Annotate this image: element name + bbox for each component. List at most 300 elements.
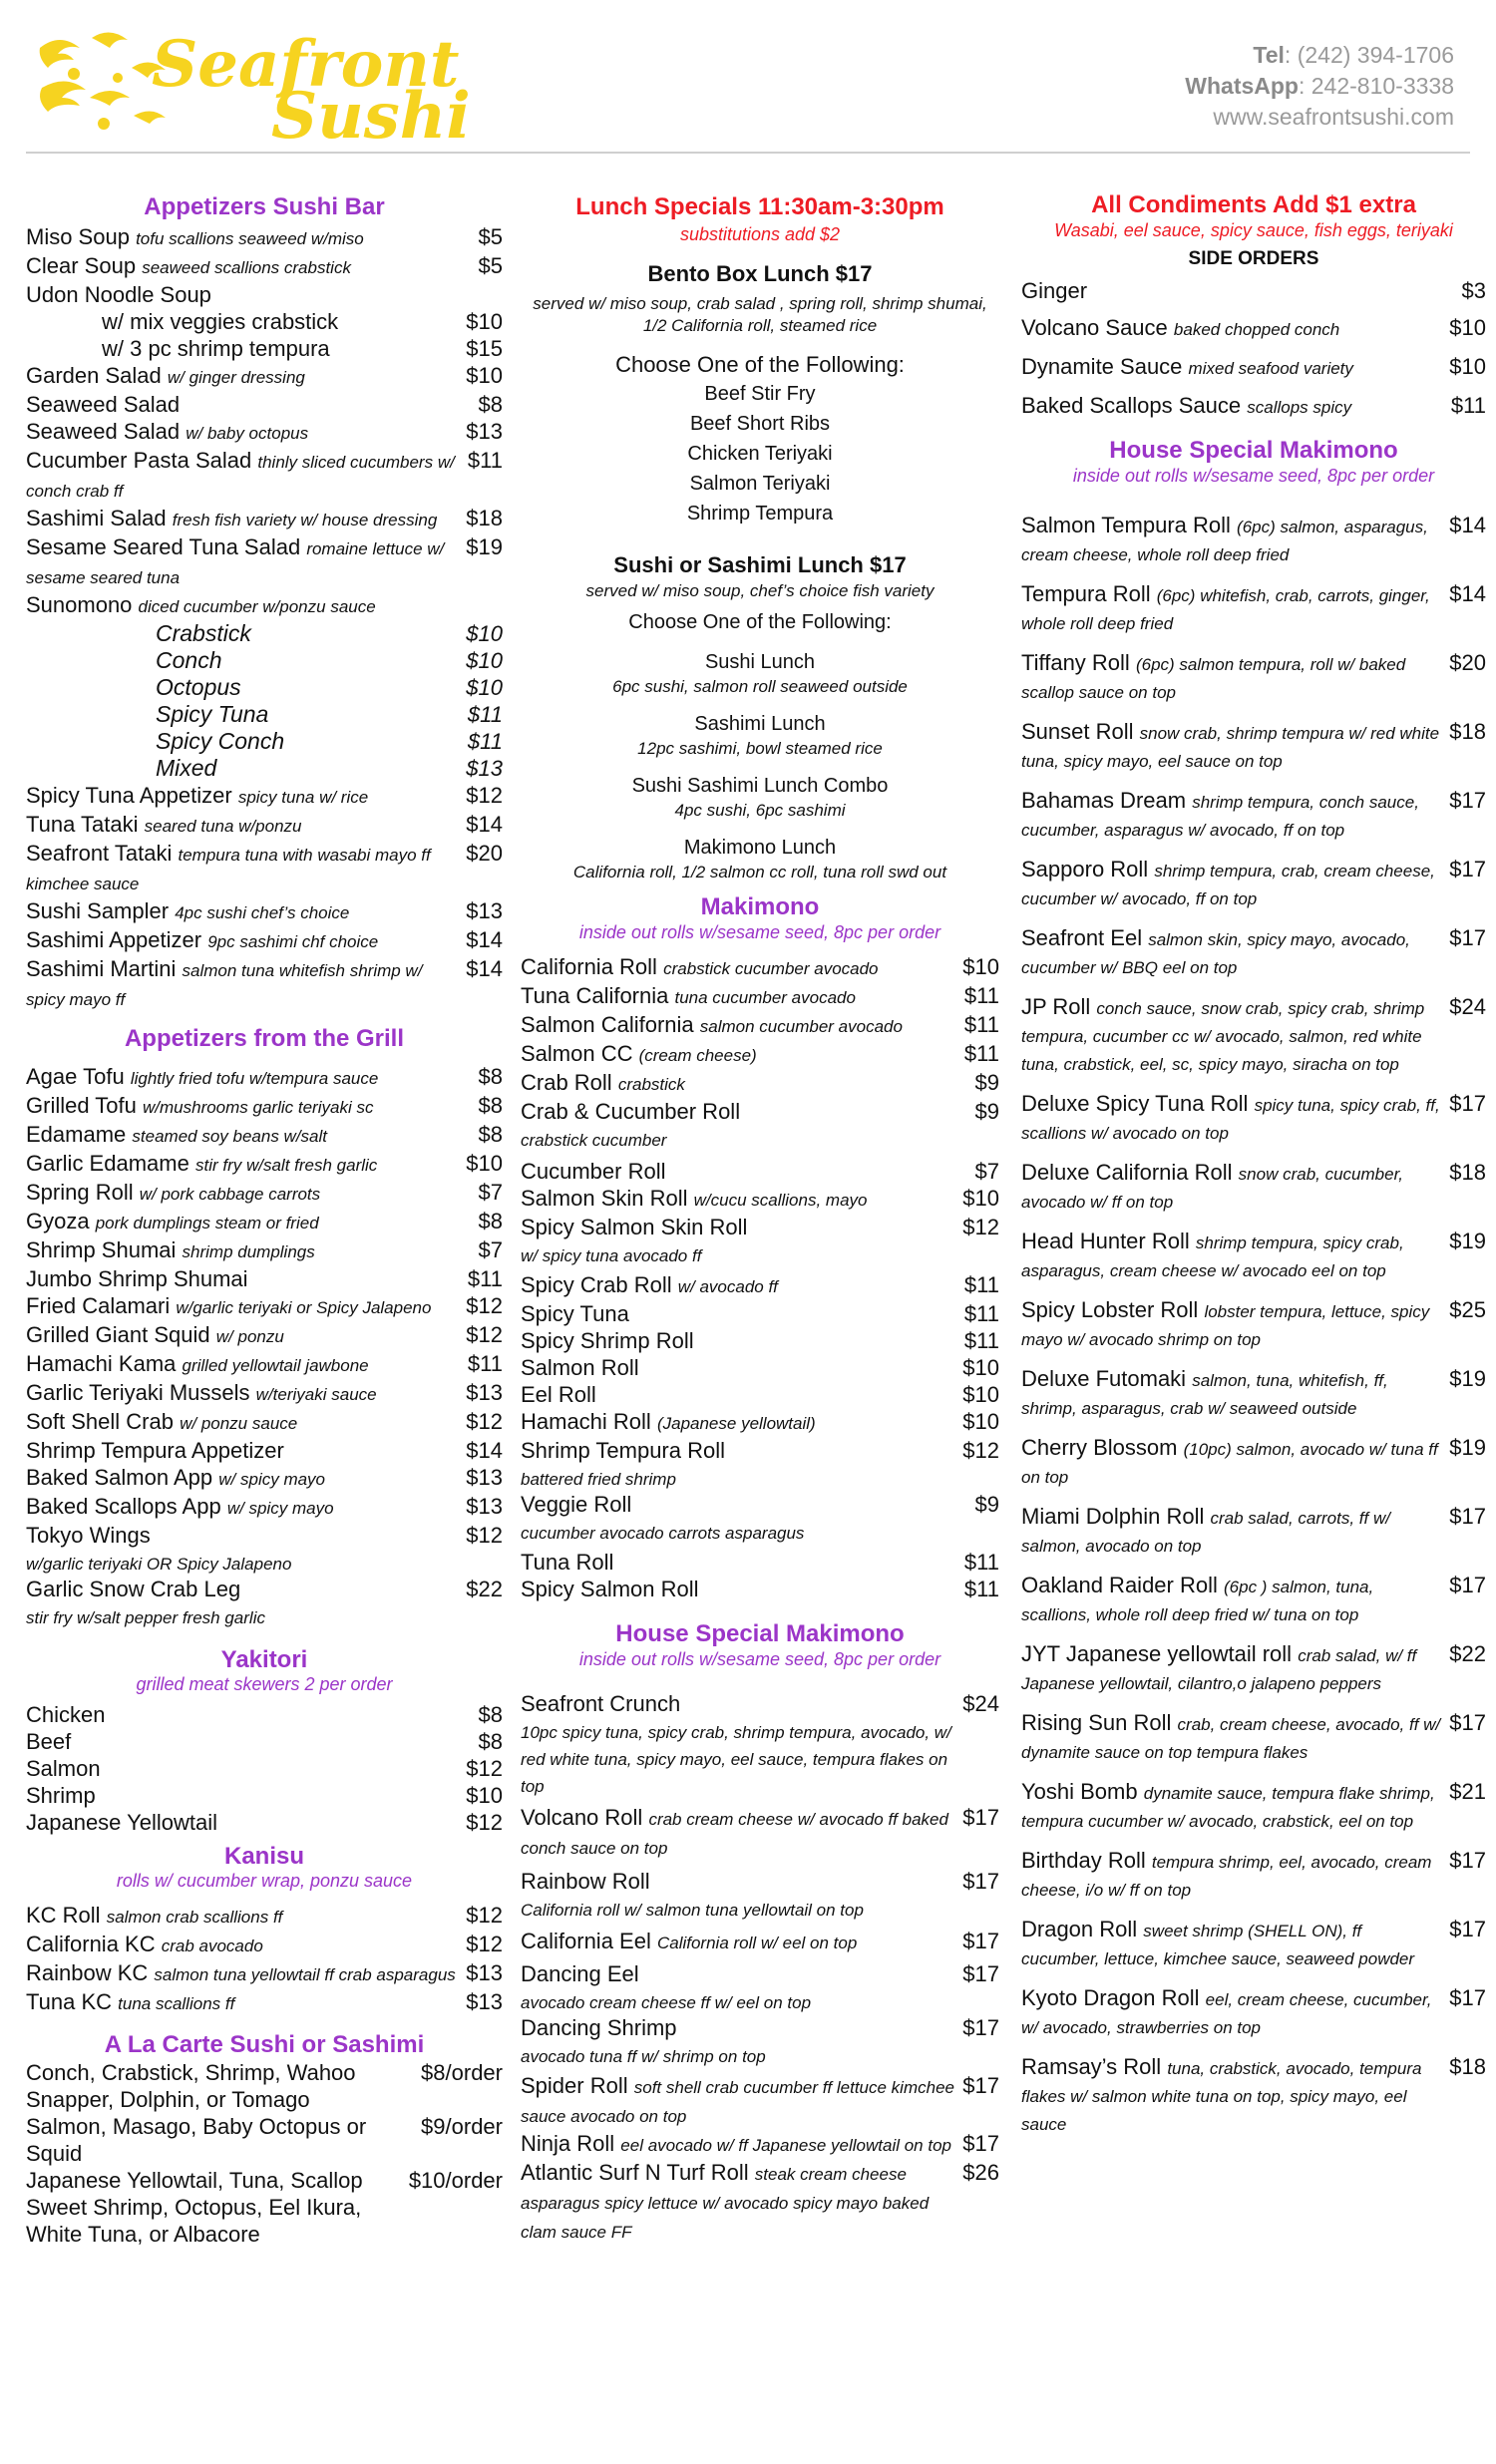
item-name: Seafront Tataki	[26, 841, 173, 866]
item-description: salmon tuna yellowtail ff crab asparagus	[154, 1965, 456, 1984]
menu-item[interactable]	[26, 2059, 503, 2113]
item-name: Hamachi Kama	[26, 1351, 177, 1376]
lunch-option-desc: 6pc sushi, salmon roll seaweed outside	[612, 677, 908, 696]
menu-item[interactable]	[26, 1179, 503, 1208]
item-name: Baked Scallops Sauce	[1021, 393, 1242, 418]
menu-item[interactable]	[1021, 353, 1486, 382]
item-name: Tempura Roll	[1021, 581, 1151, 606]
bento-option[interactable]: Salmon Teriyaki	[689, 473, 831, 495]
item-name-block	[1021, 925, 1449, 981]
menu-item[interactable]	[26, 897, 503, 926]
item-price: $12	[466, 1322, 503, 1347]
item-name-block	[26, 1321, 466, 1350]
item-name-block	[26, 1379, 466, 1408]
menu-item[interactable]	[26, 1321, 503, 1350]
item-name-block	[521, 2072, 962, 2130]
menu-item[interactable]	[1021, 1985, 1486, 2041]
item-name-block	[26, 1292, 466, 1321]
bento-option[interactable]: Beef Short Ribs	[689, 413, 831, 435]
menu-item[interactable]	[1021, 1504, 1486, 1560]
item-description: shrimp dumplings	[182, 1242, 315, 1261]
item-name-block	[521, 1437, 962, 1491]
menu-item[interactable]	[521, 1040, 999, 1069]
menu-item[interactable]	[1021, 788, 1486, 844]
menu-item[interactable]	[26, 1755, 503, 1782]
item-name-block	[521, 1408, 962, 1437]
item-price: $11	[467, 1351, 503, 1376]
item-price: $8	[478, 1093, 503, 1118]
item-description: tuna cucumber avocado	[674, 988, 856, 1007]
menu-item[interactable]	[26, 2167, 503, 2248]
item-price: $17	[1449, 788, 1486, 813]
item-name-block	[1021, 1160, 1449, 1216]
section-subtitle: inside out rolls w/sesame seed, 8pc per order	[1072, 466, 1435, 486]
item-description: w/garlic teriyaki OR Spicy Jalapeno	[26, 1555, 292, 1574]
bento-option[interactable]: Chicken Teriyaki	[687, 443, 833, 465]
item-name: Birthday Roll	[1021, 1848, 1146, 1873]
item-price: $11	[467, 729, 503, 754]
item-name-block	[102, 335, 466, 362]
menu-item[interactable]	[521, 2072, 999, 2130]
item-price: $13	[466, 756, 503, 781]
item-name-block	[1021, 1229, 1449, 1284]
menu-item[interactable]	[1021, 857, 1486, 912]
item-description: shrimp tempura, spicy crab, asparagus, cream cheese w/ avocado eel on top	[1021, 1233, 1404, 1280]
item-price: $25	[1449, 1297, 1486, 1322]
lunch-option[interactable]	[521, 648, 999, 698]
item-price: $17	[962, 2073, 999, 2098]
menu-item[interactable]	[26, 281, 503, 308]
item-name-block	[1021, 1573, 1449, 1628]
menu-item[interactable]	[26, 1959, 503, 1988]
item-name-block	[26, 1902, 466, 1931]
menu-item[interactable]	[26, 1809, 503, 1836]
item-description: eel avocado w/ ff Japanese yellowtail on top	[620, 2136, 951, 2155]
item-price: $17	[1449, 1504, 1486, 1529]
menu-item[interactable]	[1021, 314, 1486, 343]
bento-options	[521, 379, 999, 528]
item-name-block	[156, 728, 468, 755]
menu-item[interactable]	[156, 701, 503, 728]
item-name: Salmon Skin Roll	[521, 1186, 688, 1211]
item-name: KC Roll	[26, 1903, 101, 1928]
item-name-block	[521, 1960, 962, 2014]
menu-item[interactable]	[26, 1092, 503, 1121]
item-name-block	[521, 1804, 962, 1862]
item-description: lightly fried tofu w/tempura sauce	[130, 1069, 379, 1088]
lunch-option-desc: 12pc sashimi, bowl steamed rice	[637, 739, 883, 758]
item-name: Japanese Yellowtail	[26, 1810, 218, 1835]
item-name: Edamame	[26, 1122, 127, 1147]
item-name-block	[26, 1522, 466, 1576]
item-name: Rising Sun Roll	[1021, 1710, 1172, 1735]
item-name-block	[1021, 1985, 1449, 2041]
menu-item[interactable]	[521, 1381, 999, 1408]
menu-item[interactable]	[1021, 1091, 1486, 1147]
item-description: (cream cheese)	[638, 1046, 757, 1065]
item-description: (6pc) salmon, asparagus, cream cheese, whole roll deep fried	[1021, 518, 1428, 564]
menu-item[interactable]	[26, 1350, 503, 1379]
item-name-block	[26, 897, 466, 926]
menu-item[interactable]	[521, 1271, 999, 1300]
item-description: crab salad, carrots, ff w/ salmon, avocado on top	[1021, 1509, 1390, 1556]
item-name: Salmon, Masago, Baby Octopus or Squid	[26, 2114, 367, 2166]
item-name-block	[521, 1040, 964, 1069]
sushi-lunch-options	[521, 648, 999, 883]
item-price: $17	[962, 1961, 999, 1986]
item-name-block	[521, 2014, 962, 2068]
menu-item[interactable]	[1021, 1297, 1486, 1353]
menu-item[interactable]	[1021, 2054, 1486, 2138]
item-name: Spring Roll	[26, 1180, 134, 1205]
item-name: Sashimi Martini	[26, 956, 177, 981]
menu-item[interactable]	[26, 1292, 503, 1321]
menu-item[interactable]	[521, 1804, 999, 1862]
menu-item[interactable]	[26, 447, 503, 505]
item-name-block	[26, 2059, 421, 2113]
item-name: Rainbow KC	[26, 1960, 149, 1985]
menu-item[interactable]	[1021, 392, 1486, 421]
item-price: $19	[1449, 1366, 1486, 1391]
item-name-block	[1021, 1710, 1449, 1766]
item-price: $11	[963, 1041, 999, 1066]
menu-item[interactable]	[156, 728, 503, 755]
lunch-option[interactable]	[521, 834, 999, 883]
item-description: (10pc) salmon, avocado w/ tuna ff on top	[1021, 1440, 1438, 1487]
item-description: steamed soy beans w/salt	[132, 1127, 328, 1146]
menu-item[interactable]	[26, 362, 503, 391]
menu-item[interactable]	[26, 1493, 503, 1522]
item-name: Spicy Salmon Skin Roll	[521, 1215, 748, 1239]
menu-item[interactable]	[26, 1701, 503, 1728]
lunch-option-desc: 4pc sushi, 6pc sashimi	[674, 801, 846, 820]
item-price: $17	[1449, 1710, 1486, 1735]
menu-item[interactable]	[1021, 1779, 1486, 1835]
menu-item[interactable]	[521, 1437, 999, 1491]
item-name: Seaweed Salad	[26, 419, 181, 444]
menu-item[interactable]	[26, 1576, 503, 1629]
item-name-block	[26, 926, 466, 955]
menu-item[interactable]	[26, 1408, 503, 1437]
item-price: $11	[467, 702, 503, 727]
menu-item[interactable]	[521, 1214, 999, 1267]
item-name-block	[26, 1408, 466, 1437]
item-price: $24	[962, 1691, 999, 1716]
item-name-block	[26, 252, 479, 281]
menu-item[interactable]	[26, 1931, 503, 1959]
section-subtitle: grilled meat skewers 2 per order	[136, 1674, 393, 1694]
item-price: $12	[962, 1438, 999, 1463]
item-name-block	[1021, 1297, 1449, 1353]
item-description: shrimp tempura, crab, cream cheese, cucumber w/ avocado, ff on top	[1021, 862, 1435, 908]
menu-item[interactable]	[102, 308, 503, 335]
menu-item[interactable]	[1021, 1917, 1486, 1972]
menu-item[interactable]	[521, 1549, 999, 1576]
item-description: conch sauce, snow crab, spicy crab, shrimp tempura, cucumber cc w/ avocado, salmon, red white tuna, crabstick, eel, sc, spicy mayo, siracha on top	[1021, 999, 1425, 1074]
menu-item[interactable]	[1021, 1229, 1486, 1284]
menu-item[interactable]	[26, 252, 503, 281]
item-price: $17	[962, 1805, 999, 1830]
item-description: lobster tempura, lettuce, spicy mayo w/ avocado shrimp on top	[1021, 1302, 1430, 1349]
item-name: Head Hunter Roll	[1021, 1229, 1190, 1253]
item-name: JP Roll	[1021, 994, 1091, 1019]
item-name: Deluxe Futomaki	[1021, 1366, 1187, 1391]
menu-item[interactable]	[26, 223, 503, 252]
menu-item[interactable]	[521, 1158, 999, 1185]
item-description: salmon crab scallions ff	[106, 1908, 283, 1927]
menu-item[interactable]	[521, 1928, 999, 1956]
menu-item[interactable]	[26, 1902, 503, 1931]
menu-item[interactable]	[1021, 1160, 1486, 1216]
choose-one: Choose One of the Following:	[628, 611, 892, 633]
menu-item[interactable]	[1021, 925, 1486, 981]
menu-item[interactable]	[521, 2014, 999, 2068]
item-description: w/ ponzu sauce	[180, 1414, 298, 1433]
item-name: Garlic Snow Crab Leg	[26, 1577, 241, 1601]
menu-item[interactable]	[1021, 650, 1486, 706]
item-name: Spicy Salmon Roll	[521, 1577, 699, 1601]
item-name-block	[1021, 650, 1449, 706]
menu-item[interactable]	[1021, 994, 1486, 1078]
menu-item[interactable]	[26, 926, 503, 955]
item-price: $17	[1449, 1985, 1486, 2010]
item-name: Mixed	[156, 755, 217, 781]
menu-item[interactable]	[26, 1437, 503, 1464]
item-name: Yoshi Bomb	[1021, 1779, 1138, 1804]
item-price: $12	[466, 1810, 503, 1835]
item-price: $13	[466, 898, 503, 923]
item-description: crabstick cucumber avocado	[663, 959, 879, 978]
item-description: cucumber avocado carrots asparagus	[521, 1524, 805, 1543]
item-name: Ginger	[1021, 278, 1088, 303]
item-name-block	[26, 281, 503, 308]
menu-item[interactable]	[521, 982, 999, 1011]
sushi-lunch-desc: served w/ miso soup, chef’s choice fish variety	[585, 581, 935, 600]
item-name: Spicy Shrimp Roll	[521, 1328, 694, 1353]
menu-item[interactable]	[1021, 719, 1486, 775]
item-name: Deluxe Spicy Tuna Roll	[1021, 1091, 1249, 1116]
item-description: California roll w/ eel on top	[656, 1934, 858, 1952]
item-description: seared tuna w/ponzu	[144, 817, 302, 836]
item-price: $14	[466, 927, 503, 952]
menu-item[interactable]	[521, 1069, 999, 1098]
item-price: $12	[466, 1523, 503, 1548]
menu-item[interactable]	[26, 811, 503, 840]
item-price: $10	[466, 648, 503, 673]
item-description: avocado cream cheese ff w/ eel on top	[521, 1993, 812, 2012]
menu-item[interactable]	[1021, 1848, 1486, 1904]
side-orders-title: SIDE ORDERS	[1188, 248, 1319, 269]
menu-item[interactable]	[521, 1098, 999, 1152]
item-price: $10	[1449, 315, 1486, 340]
whatsapp-number[interactable]: 242-810-3338	[1310, 73, 1454, 99]
bento-option[interactable]: Shrimp Tempura	[686, 503, 834, 525]
item-description: tuna, crabstick, avocado, tempura flakes w/ salmon white tuna on top, spicy mayo, eel sauce	[1021, 2059, 1422, 2134]
lunch-subtitle: substitutions add $2	[679, 224, 841, 244]
item-name-block	[26, 1809, 466, 1836]
item-price: $11	[963, 1272, 999, 1297]
menu-item[interactable]	[521, 1576, 999, 1602]
menu-item[interactable]	[521, 1408, 999, 1437]
menu-item[interactable]	[102, 335, 503, 362]
menu-item[interactable]	[1021, 1435, 1486, 1491]
menu-item[interactable]	[26, 840, 503, 897]
menu-item[interactable]	[521, 1868, 999, 1922]
lunch-option[interactable]	[521, 772, 999, 822]
item-name-block	[521, 1069, 975, 1098]
menu-item[interactable]	[521, 1960, 999, 2014]
item-name: Dancing Shrimp	[521, 2015, 677, 2040]
menu-item[interactable]	[26, 591, 503, 620]
item-description: crabstick cucumber	[521, 1131, 667, 1150]
item-description: snow crab, shrimp tempura w/ red white tuna, spicy mayo, eel sauce on top	[1021, 724, 1440, 771]
item-name-block	[521, 1098, 975, 1152]
item-name: Spicy Lobster Roll	[1021, 1297, 1199, 1322]
menu-item[interactable]	[26, 955, 503, 1013]
item-name: Shrimp Shumai	[26, 1237, 177, 1262]
menu-item[interactable]	[156, 674, 503, 701]
item-description: salmon, tuna, whitefish, ff, shrimp, asparagus, crab w/ seaweed outside	[1021, 1371, 1388, 1418]
menu-item[interactable]	[26, 391, 503, 418]
item-name-block	[26, 1493, 466, 1522]
menu-item[interactable]	[1021, 1573, 1486, 1628]
menu-item[interactable]	[1021, 277, 1486, 304]
menu-item[interactable]	[26, 533, 503, 591]
menu-item[interactable]	[521, 1690, 999, 1798]
menu-item[interactable]	[521, 2159, 999, 2246]
item-name: Tiffany Roll	[1021, 650, 1130, 675]
section-title: House Special Makimono	[1109, 437, 1398, 464]
menu-item[interactable]	[26, 1150, 503, 1179]
section-title: Appetizers Sushi Bar	[144, 193, 385, 220]
item-name-block	[26, 1437, 466, 1464]
menu-item[interactable]	[156, 647, 503, 674]
item-price: $19	[466, 534, 503, 559]
item-name-block	[156, 701, 468, 728]
menu-item[interactable]	[156, 620, 503, 647]
menu-item[interactable]	[521, 2130, 999, 2159]
menu-item[interactable]	[521, 953, 999, 982]
item-name-block	[26, 2167, 409, 2248]
item-name-block	[1021, 719, 1449, 775]
lunch-title: Lunch Specials 11:30am-3:30pm	[575, 193, 944, 220]
header-divider	[26, 152, 1470, 154]
tel-number[interactable]: (242) 394-1706	[1297, 42, 1454, 68]
item-name: Salmon California	[521, 1012, 694, 1037]
menu-item[interactable]	[26, 1063, 503, 1092]
item-name: Grilled Tofu	[26, 1093, 137, 1118]
item-price: $12	[466, 1293, 503, 1318]
menu-item[interactable]	[26, 1782, 503, 1809]
item-name-block	[521, 953, 962, 982]
contact-info: Tel: (242) 394-1706 WhatsApp: 242-810-3338 www.seafrontsushi.com	[1185, 40, 1454, 133]
website-link[interactable]: www.seafrontsushi.com	[1213, 104, 1454, 130]
item-price: $11	[1450, 393, 1486, 418]
whatsapp-label: WhatsApp	[1185, 73, 1299, 99]
menu-item[interactable]	[26, 1728, 503, 1755]
item-description: crab, cream cheese, avocado, ff w/ dynamite sauce on top tempura flakes	[1021, 1715, 1441, 1762]
item-name: Dancing Eel	[521, 1961, 639, 1986]
item-name: Conch, Crabstick, Shrimp, Wahoo Snapper, Dolphin, or Tomago	[26, 2060, 356, 2112]
menu-item[interactable]	[26, 1208, 503, 1236]
item-price: $15	[466, 336, 503, 361]
menu-item[interactable]	[521, 1354, 999, 1381]
menu-item[interactable]	[1021, 513, 1486, 568]
item-description: 4pc sushi chef’s choice	[175, 903, 350, 922]
menu-item[interactable]	[26, 1988, 503, 2017]
menu-item[interactable]	[1021, 1641, 1486, 1697]
item-name-block	[26, 1092, 479, 1121]
lunch-option-name: Sushi Lunch	[704, 651, 816, 673]
bento-option[interactable]: Beef Stir Fry	[704, 383, 816, 405]
item-price: $17	[1449, 1573, 1486, 1597]
item-price: $11	[963, 1577, 999, 1601]
item-price: $17	[962, 2015, 999, 2040]
item-name-block	[521, 1185, 962, 1214]
item-price: $10	[466, 675, 503, 700]
item-name: Cucumber Roll	[521, 1159, 666, 1184]
menu-item[interactable]	[521, 1300, 999, 1327]
wave-ornament-icon	[40, 32, 166, 130]
item-name: Tuna California	[521, 983, 669, 1008]
item-description: seaweed scallions crabstick	[142, 258, 351, 277]
item-name: Cherry Blossom	[1021, 1435, 1178, 1460]
item-price: $12	[466, 1756, 503, 1781]
menu-item[interactable]	[156, 755, 503, 782]
section-title: Makimono	[700, 893, 820, 920]
item-description: 9pc sashimi chf choice	[207, 932, 379, 951]
menu-item[interactable]	[26, 1522, 503, 1576]
menu-item[interactable]	[26, 2113, 503, 2167]
menu-item[interactable]	[26, 1236, 503, 1265]
item-name-block	[1021, 1848, 1449, 1904]
lunch-option[interactable]	[521, 710, 999, 760]
item-price: $11	[467, 448, 503, 473]
item-name: Sapporo Roll	[1021, 857, 1149, 881]
item-description: crab salad, w/ ff Japanese yellowtail, cilantro,o jalapeno peppers	[1021, 1646, 1417, 1693]
menu-item[interactable]	[1021, 1710, 1486, 1766]
item-name: Sashimi Salad	[26, 506, 167, 530]
menu-item[interactable]	[1021, 1366, 1486, 1422]
item-description: thinly sliced cucumbers w/ conch crab ff	[26, 453, 455, 501]
item-name: Garlic Edamame	[26, 1151, 189, 1176]
menu-item[interactable]	[26, 1265, 503, 1292]
item-name: Seaweed Salad	[26, 392, 181, 417]
menu-item[interactable]	[521, 1327, 999, 1354]
item-name-block	[26, 1988, 466, 2017]
item-description: w/ ginger dressing	[167, 368, 305, 387]
item-name: Ninja Roll	[521, 2131, 615, 2156]
menu-item[interactable]	[26, 1121, 503, 1150]
item-price: $17	[1449, 925, 1486, 950]
item-price: $11	[963, 1550, 999, 1575]
lunch-option-name: Sashimi Lunch	[694, 713, 826, 735]
menu-item[interactable]	[26, 782, 503, 811]
item-name-block	[26, 1121, 479, 1150]
item-price: $20	[466, 841, 503, 866]
menu-item[interactable]	[521, 1185, 999, 1214]
menu-item[interactable]	[521, 1491, 999, 1545]
item-name: Salmon Roll	[521, 1355, 639, 1380]
menu-item[interactable]	[521, 1011, 999, 1040]
item-name: Shrimp Tempura Roll	[521, 1438, 726, 1463]
menu-item[interactable]	[26, 1464, 503, 1493]
menu-item[interactable]	[26, 418, 503, 447]
menu-item[interactable]	[26, 505, 503, 533]
item-description: tofu scallions seaweed w/miso	[136, 229, 364, 248]
menu-item[interactable]	[26, 1379, 503, 1408]
menu-item[interactable]	[1021, 581, 1486, 637]
